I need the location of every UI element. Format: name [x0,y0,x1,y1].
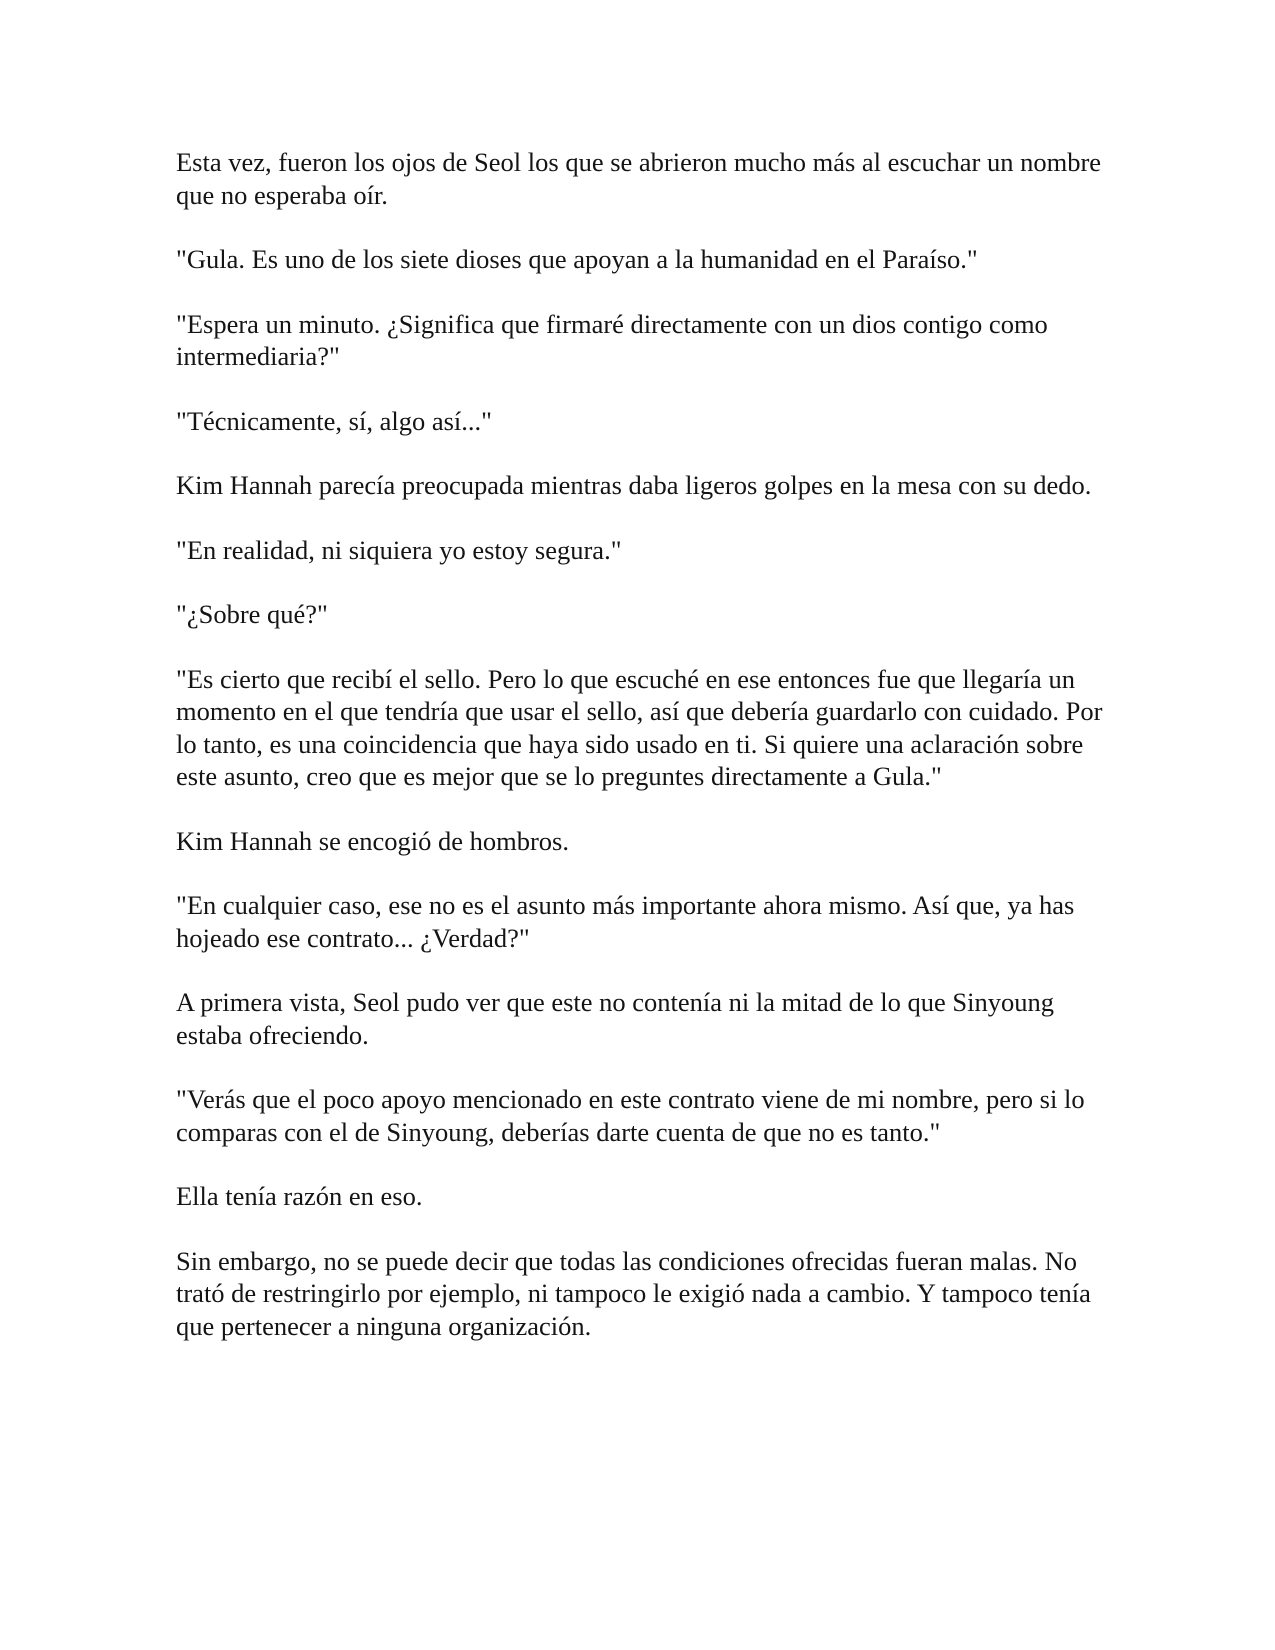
paragraph: "Gula. Es uno de los siete dioses que apoyan a la humanidad en el Paraíso." [176,244,978,274]
paragraph: Kim Hannah parecía preocupada mientras daba ligeros golpes en la mesa con su dedo. [176,470,1092,500]
paragraph: Esta vez, fueron los ojos de Seol los que se abrieron mucho más al escuchar un nombre que no esperaba oír. [176,147,1102,210]
body-text [176,146,1106,1374]
paragraph: "Es cierto que recibí el sello. Pero lo que escuché en ese entonces fue que llegaría un momento en el que tendría que usar el sello, así que debería guardarlo con cuidado. Por lo tanto, es una coincidencia que haya sido usado en ti. Si quiere una aclaración sobre este asunto, creo que es mejor que se lo preguntes directamente a Gula." [176,663,1103,791]
paragraph: "Verás que el poco apoyo mencionado en este contrato viene de mi nombre, pero si lo comparas con el de Sinyoung, deberías darte cuenta de que no es tanto." [176,1084,1085,1147]
paragraph: "En cualquier caso, ese no es el asunto más importante ahora mismo. Así que, ya has hojeado ese contrato... ¿Verdad?" [176,890,1075,953]
paragraph: Sin embargo, no se puede decir que todas las condiciones ofrecidas fueran malas. No trató de restringirlo por ejemplo, ni tampoco le exigió nada a cambio. Y tampoco tenía que pertenecer a ninguna organización. [176,1245,1091,1341]
paragraph: A primera vista, Seol pudo ver que este no contenía ni la mitad de lo que Sinyoung estaba ofreciendo. [176,987,1054,1050]
paragraph: Ella tenía razón en eso. [176,1181,423,1211]
paragraph: "Técnicamente, sí, algo así..." [176,405,492,436]
paragraph: Kim Hannah se encogió de hombros. [176,825,569,856]
paragraph: "En realidad, ni siquiera yo estoy segura." [176,534,622,565]
paragraph: "¿Sobre qué?" [176,599,328,629]
paragraph: "Espera un minuto. ¿Significa que firmaré directamente con un dios contigo como intermediaria?" [176,308,1048,371]
